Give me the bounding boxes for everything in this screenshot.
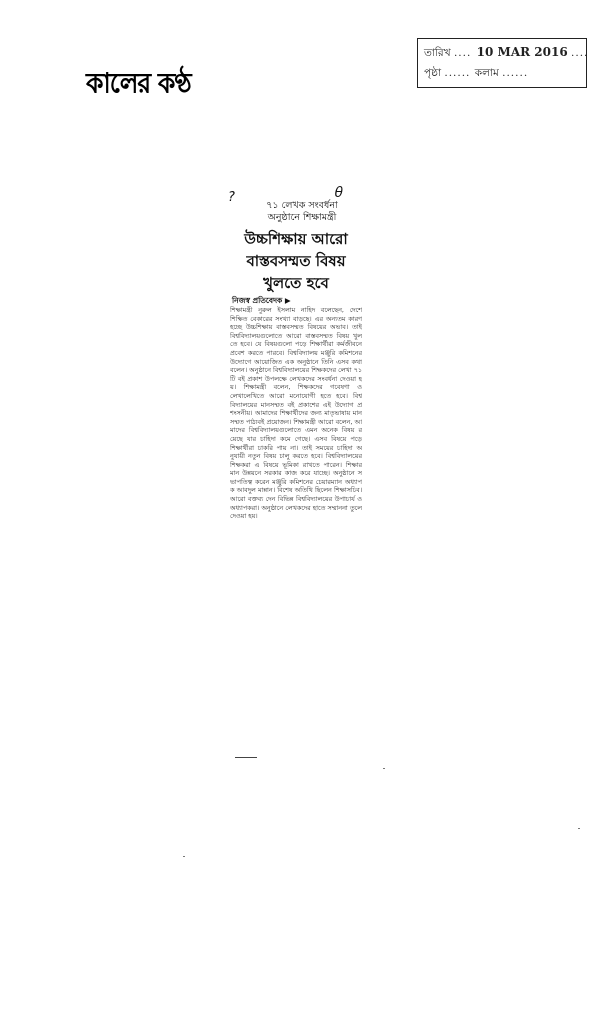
handwritten-mark-icon: 𝜃 [335,183,343,201]
handwritten-mark-icon: ? [228,190,235,205]
article-kicker: অনুষ্ঠানে শিক্ষামন্ত্রী [267,212,337,223]
newspaper-masthead: কালের কণ্ঠ [86,67,191,100]
stamp-dots: ...... [502,67,529,79]
article-headline: খুলতে হবে [263,274,329,292]
article-byline: নিজস্ব প্রতিবেদক ▶ [232,296,291,305]
scan-speck [383,768,385,769]
stamp-date-label: তারিখ [424,47,451,59]
stamp-date-row [424,45,588,63]
article-body: শিক্ষামন্ত্রী নুরুল ইসলাম নাহিদ বলেছেন, দেশে শিক্ষিত বেকারের সংখ্যা বাড়ছে। এর অন্যতম কারণ হচ্ছে উচ্চশিক্ষায় বাস্তবসম্মত বিষয়ের অভাব। তাই বিশ্ববিদ্যালয়গুলোতে আরো বাস্তবসম্মত বিষয় খুলতে হবে। যে বিষয়গুলো পড়ে শিক্ষার্থীরা কর্মজীবনে প্রবেশ করতে পারবে। বিশ্ববিদ্যালয় মঞ্জুরি কমিশনের উদ্যোগে আয়োজিত এক অনুষ্ঠানে তিনি এসব কথা বলেন। অনুষ্ঠানে বিশ্ববিদ্যালয়ের শিক্ষকদের লেখা ৭১টি বই প্রকাশ উপলক্ষে লেখকদের সংবর্ধনা দেওয়া হয়। শিক্ষামন্ত্রী বলেন, শিক্ষকদের গবেষণা ও লেখালেখিতে আরো মনোযোগী হতে হবে। বিশ্ববিদ্যালয়ের মানসম্মত বই প্রকাশের এই উদ্যোগ প্রশংসনীয়। আমাদের শিক্ষার্থীদের জন্য মাতৃভাষায় মানসম্মত পাঠ্যবই প্রয়োজন। শিক্ষামন্ত্রী আরো বলেন, আমাদের বিশ্ববিদ্যালয়গুলোতে এমন অনেক বিষয় রয়েছে যার চাহিদা কমে গেছে। এসব বিষয়ে পড়ে শিক্ষার্থীরা চাকরি পায় না। তাই সময়ের চাহিদা অনুযায়ী নতুন বিষয় চালু করতে হবে। বিশ্ববিদ্যালয়ের শিক্ষকরা এ বিষয়ে ভূমিকা রাখতে পারেন। শিক্ষার মান উন্নয়নে সরকার কাজ করে যাচ্ছে। অনুষ্ঠানে সভাপতিত্ব করেন মঞ্জুরি কমিশনের চেয়ারম্যান অধ্যাপক আবদুল মান্নান। বিশেষ অতিথি ছিলেন শিক্ষাসচিব। আরো বক্তব্য দেন বিভিন্ন বিশ্ববিদ্যালয়ের উপাচার্য ও অধ্যাপকরা। অনুষ্ঠানে লেখকদের হাতে সম্মাননা তুলে দেওয়া হয়। [230,306,362,521]
scan-speck [183,856,185,857]
article-headline: বাস্তবসম্মত বিষয় [246,252,346,270]
stamp-column-label: কলাম [474,67,499,79]
stamp-dots: .... [571,47,589,59]
stamp-date-value: 10 MAR 2016 [476,45,568,59]
article-kicker: ৭১ লেখক সংবর্ধনা [266,200,338,211]
stamp-dots: ...... [444,67,475,79]
stamp-dots: .... [453,47,472,59]
article-end-rule [235,757,257,758]
scan-speck [578,828,580,829]
stamp-page-row [424,66,528,83]
article-headline: উচ্চশিক্ষায় আরো [244,230,348,248]
clipping-stamp [417,38,587,88]
stamp-page-label: পৃষ্ঠা [424,67,442,79]
